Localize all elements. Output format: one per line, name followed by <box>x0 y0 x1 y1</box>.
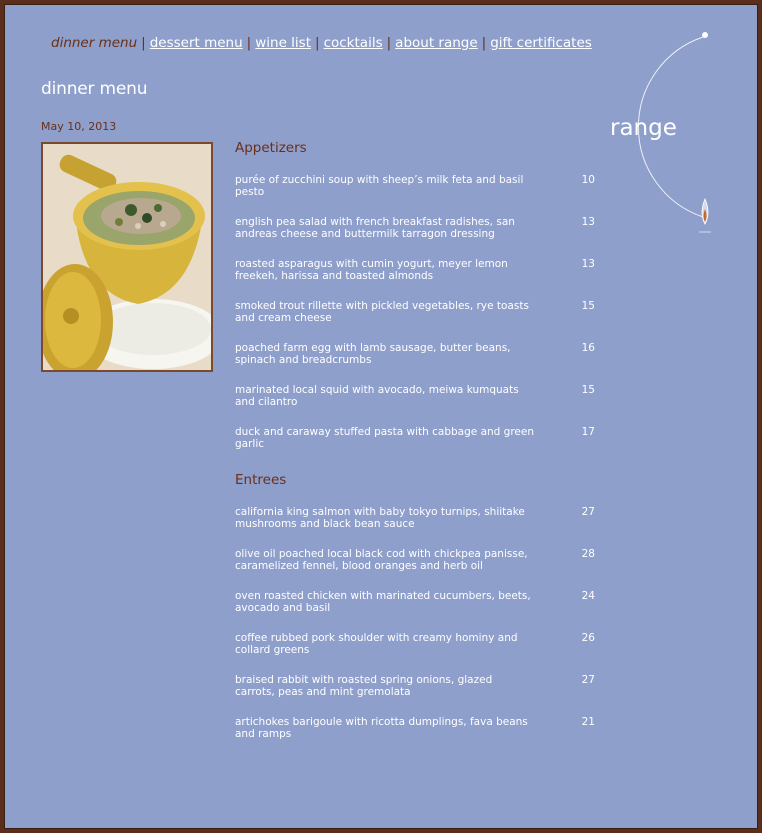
menu-item-price: 13 <box>581 258 595 270</box>
menu-item <box>235 506 595 548</box>
menu-item-price: 16 <box>581 342 595 354</box>
menu-item <box>235 384 595 426</box>
menu-item <box>235 632 595 674</box>
menu-item-price: 27 <box>581 506 595 518</box>
nav-separator: | <box>481 35 487 51</box>
menu-item-description: california king salmon with baby tokyo turnips, shiitake mushrooms and black bean sauce <box>235 506 525 530</box>
menu-item-description: duck and caraway stuffed pasta with cabbage and green garlic <box>235 426 534 450</box>
menu-item <box>235 590 595 632</box>
menu-item-price: 10 <box>581 174 595 186</box>
menu-item <box>235 300 595 342</box>
menu-item-price: 17 <box>581 426 595 438</box>
menu-item-description: poached farm egg with lamb sausage, butter beans, spinach and breadcrumbs <box>235 342 511 366</box>
page-frame <box>4 4 758 829</box>
menu-item <box>235 174 595 216</box>
menu-date: May 10, 2013 <box>41 120 117 133</box>
menu-item-price: 24 <box>581 590 595 602</box>
menu-item <box>235 342 595 384</box>
nav-separator: | <box>315 35 320 51</box>
menu-item-price: 27 <box>581 674 595 686</box>
dish-photo <box>41 142 213 372</box>
nav-link-about-range[interactable]: about range <box>395 35 478 51</box>
menu-item-description: olive oil poached local black cod with chickpea panisse, caramelized fennel, blood oranges and herb oil <box>235 548 528 572</box>
menu-item-price: 28 <box>581 548 595 560</box>
appetizers-heading: Appetizers <box>235 140 307 156</box>
nav-link-dessert-menu[interactable]: dessert menu <box>149 35 243 51</box>
page-title: dinner menu <box>41 79 148 99</box>
top-navigation <box>51 35 592 51</box>
menu-item-description: artichokes barigoule with ricotta dumplings, fava beans and ramps <box>235 716 528 740</box>
menu-item-description: english pea salad with french breakfast radishes, san andreas cheese and buttermilk tarragon dressing <box>235 216 515 240</box>
nav-separator: | <box>386 35 392 51</box>
menu-item <box>235 426 595 468</box>
menu-item-description: oven roasted chicken with marinated cucumbers, beets, avocado and basil <box>235 590 531 614</box>
menu-item <box>235 674 595 716</box>
menu-content <box>235 140 595 758</box>
menu-item-description: purée of zucchini soup with sheep’s milk feta and basil pesto <box>235 174 524 198</box>
range-logo-text: range <box>610 115 677 141</box>
nav-current-dinner-menu: dinner menu <box>51 35 138 51</box>
entrees-heading: Entrees <box>235 472 287 488</box>
nav-link-wine-list[interactable]: wine list <box>255 35 312 51</box>
soup-pot-illustration <box>43 144 211 370</box>
menu-item-price: 26 <box>581 632 595 644</box>
menu-item-price: 13 <box>581 216 595 228</box>
menu-item <box>235 216 595 258</box>
menu-item-description: marinated local squid with avocado, meiwa kumquats and cilantro <box>235 384 519 408</box>
menu-item-price: 15 <box>581 300 595 312</box>
menu-item-price: 21 <box>581 716 595 728</box>
menu-item <box>235 258 595 300</box>
nav-link-cocktails[interactable]: cocktails <box>323 35 383 51</box>
menu-item-description: roasted asparagus with cumin yogurt, meyer lemon freekeh, harissa and toasted almonds <box>235 258 508 282</box>
menu-item <box>235 548 595 590</box>
nav-separator: | <box>141 35 146 51</box>
nav-link-gift-certificates[interactable]: gift certificates <box>490 35 592 51</box>
menu-item-description: smoked trout rillette with pickled vegetables, rye toasts and cream cheese <box>235 300 529 324</box>
nav-separator: | <box>246 35 252 51</box>
menu-item-price: 15 <box>581 384 595 396</box>
menu-item-description: coffee rubbed pork shoulder with creamy hominy and collard greens <box>235 632 518 656</box>
menu-item <box>235 716 595 758</box>
menu-item-description: braised rabbit with roasted spring onions, glazed carrots, peas and mint gremolata <box>235 674 493 698</box>
